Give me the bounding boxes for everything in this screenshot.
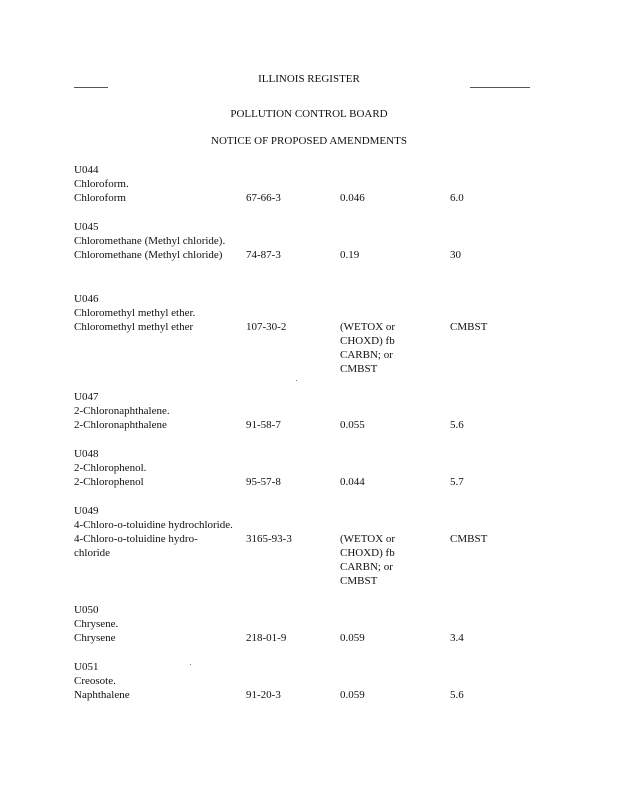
waste-description: Creosote. <box>74 675 116 687</box>
wastewater-standard: 0.046 <box>340 192 365 204</box>
waste-description: 4-Chloro-o-toluidine hydrochloride. <box>74 519 233 531</box>
waste-entry-u051 <box>74 660 554 702</box>
header-rule-left <box>74 87 108 88</box>
constituent-row <box>74 418 554 432</box>
waste-code: U046 <box>74 293 99 305</box>
constituent-name: Chloromethane (Methyl chloride) <box>74 249 223 261</box>
constituent-name: 2-Chlorophenol <box>74 476 144 488</box>
constituent-name: Chrysene <box>74 632 116 644</box>
waste-entry-u046 <box>74 292 554 376</box>
wastewater-standard: 0.044 <box>340 476 365 488</box>
scan-speck <box>296 380 297 381</box>
waste-description: Chrysene. <box>74 618 119 630</box>
cas-number: 3165-93-3 <box>246 533 292 545</box>
waste-description: 2-Chlorophenol. <box>74 462 147 474</box>
constituent-row <box>74 532 554 588</box>
nonwastewater-standard: 30 <box>450 249 461 261</box>
waste-description: 2-Chloronaphthalene. <box>74 405 170 417</box>
constituent-row <box>74 631 554 645</box>
wastewater-standard: (WETOX or CHOXD) fb CARBN; or CMBST <box>340 533 396 587</box>
constituent-row <box>74 248 554 276</box>
waste-code: U051 <box>74 661 99 673</box>
waste-entry-u044 <box>74 163 554 205</box>
cas-number: 218-01-9 <box>246 632 287 644</box>
header-rule-right <box>470 87 530 88</box>
waste-code: U049 <box>74 505 99 517</box>
constituent-name: Chloromethyl methyl ether <box>74 321 194 333</box>
cas-number: 91-20-3 <box>246 689 281 701</box>
waste-entry-u048 <box>74 447 554 489</box>
waste-code: U047 <box>74 391 99 403</box>
constituent-row <box>74 475 554 489</box>
scan-speck <box>190 664 191 665</box>
cas-number: 74-87-3 <box>246 249 281 261</box>
cas-number: 67-66-3 <box>246 192 281 204</box>
wastewater-standard: 0.059 <box>340 632 365 644</box>
nonwastewater-standard: 5.6 <box>450 419 464 431</box>
wastewater-standard: 0.19 <box>340 249 360 261</box>
nonwastewater-standard: 6.0 <box>450 192 464 204</box>
constituent-row <box>74 320 554 376</box>
constituent-name: Naphthalene <box>74 689 130 701</box>
waste-code: U048 <box>74 448 99 460</box>
wastewater-standard: 0.055 <box>340 419 365 431</box>
wastewater-standard: (WETOX or CHOXD) fb CARBN; or CMBST <box>340 321 396 375</box>
nonwastewater-standard: CMBST <box>450 321 488 333</box>
waste-description: Chloromethyl methyl ether. <box>74 307 196 319</box>
constituent-row <box>74 688 554 702</box>
waste-code: U044 <box>74 164 99 176</box>
waste-code: U050 <box>74 604 99 616</box>
waste-code: U045 <box>74 221 99 233</box>
waste-entry-u045 <box>74 220 554 276</box>
cas-number: 95-57-8 <box>246 476 281 488</box>
nonwastewater-standard: 5.6 <box>450 689 464 701</box>
nonwastewater-standard: 5.7 <box>450 476 464 488</box>
wastewater-standard: 0.059 <box>340 689 365 701</box>
waste-entry-u050 <box>74 603 554 645</box>
waste-description: Chloroform. <box>74 178 129 190</box>
waste-description: Chloromethane (Methyl chloride). <box>74 235 226 247</box>
register-title: ILLINOIS REGISTER <box>258 73 360 85</box>
board-title: POLLUTION CONTROL BOARD <box>230 108 388 120</box>
nonwastewater-standard: 3.4 <box>450 632 464 644</box>
waste-entry-u047 <box>74 390 554 432</box>
constituent-row <box>74 191 554 205</box>
waste-entry-u049 <box>74 504 554 588</box>
notice-title: NOTICE OF PROPOSED AMENDMENTS <box>211 135 407 147</box>
cas-number: 107-30-2 <box>246 321 287 333</box>
nonwastewater-standard: CMBST <box>450 533 488 545</box>
cas-number: 91-58-7 <box>246 419 281 431</box>
constituent-name: Chloroform <box>74 192 126 204</box>
constituent-name: 2-Chloronaphthalene <box>74 419 167 431</box>
constituent-name: 4-Chloro-o-toluidine hydro-chloride <box>74 533 198 559</box>
